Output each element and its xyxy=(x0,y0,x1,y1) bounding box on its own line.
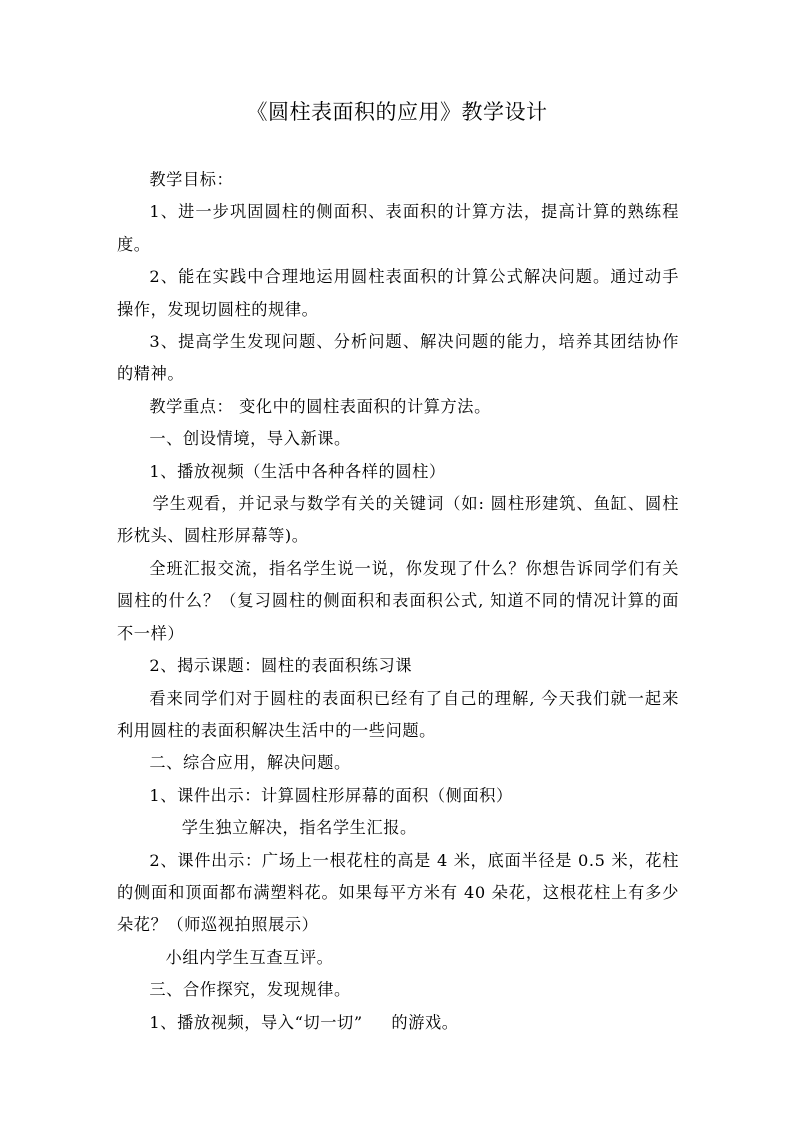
paragraph-objective-3: 3、提高学生发现问题、分析问题、解决问题的能力，培养其团结协作的精神。 xyxy=(117,332,679,384)
paragraph-students-watch: 学生观看，并记录与数学有关的关键词（如: 圆柱形建筑、鱼缸、圆柱形枕头、圆柱形屏幕等)。 xyxy=(117,494,679,546)
section-heading-2: 二、综合应用，解决问题。 xyxy=(149,753,351,773)
paragraph-play-video: 1、播放视频（生活中各种各样的圆柱） xyxy=(149,461,446,481)
paragraph-cut-game: 1、播放视频，导入“切一切” 的游戏。 xyxy=(149,1012,459,1032)
section-heading-1: 一、创设情境，导入新课。 xyxy=(149,429,351,449)
paragraph-reveal-topic: 2、揭示课题：圆柱的表面积练习课 xyxy=(149,656,413,676)
paragraph-courseware-1: 1、课件出示：计算圆柱形屏幕的面积（侧面积） xyxy=(149,785,513,805)
document-body xyxy=(117,164,679,1039)
paragraph-objective-1: 1、进一步巩固圆柱的侧面积、表面积的计算方法，提高计算的熟练程度。 xyxy=(117,202,679,254)
paragraph-independent-solve: 学生独立解决，指名学生汇报。 xyxy=(181,818,417,838)
paragraph-class-report: 全班汇报交流，指名学生说一说，你发现了什么？你想告诉同学们有关圆柱的什么？（复习圆柱的侧面积和表面积公式, 知道不同的情况计算的面不一样） xyxy=(117,558,679,643)
document-title: 《圆柱表面积的应用》教学设计 xyxy=(246,100,548,124)
paragraph-courseware-2: 2、课件出示：广场上一根花柱的高是 4 米，底面半径是 0.5 米，花柱的侧面和顶面都布满塑料花。如果每平方米有 40 朵花，这根花柱上有多少朵花？（师巡视拍照展示） xyxy=(117,850,679,935)
paragraph-objective-2: 2、能在实践中合理地运用圆柱表面积的计算公式解决问题。通过动手操作，发现切圆柱的规律。 xyxy=(117,267,679,319)
paragraph-peer-review: 小组内学生互查互评。 xyxy=(165,947,334,967)
section-heading-3: 三、合作探究，发现规律。 xyxy=(149,980,351,1000)
paragraph-transition: 看来同学们对于圆柱的表面积已经有了自己的理解, 今天我们就一起来利用圆柱的表面积解决生活中的一些问题。 xyxy=(117,688,679,740)
paragraph-objectives-heading: 教学目标： xyxy=(149,170,234,189)
paragraph-key-point: 教学重点： 变化中的圆柱表面积的计算方法。 xyxy=(149,396,491,416)
